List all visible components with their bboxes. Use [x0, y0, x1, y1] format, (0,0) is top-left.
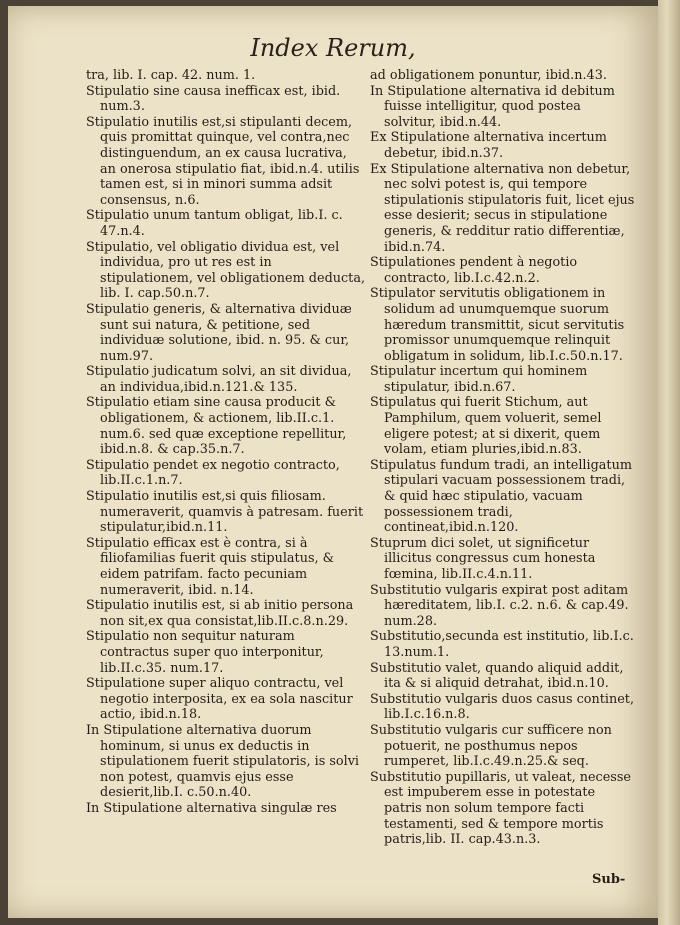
index-entry: Stipulatio sine causa inefficax est, ibid. num.3.: [86, 83, 341, 115]
index-entry: Stipulatio efficax est è contra, si à filiofamilias fuerit quis stipulatus, & eidem patrifam. facto pecuniam numeraverit, ibid. n.14.: [86, 535, 335, 598]
index-entry: ad obligationem ponuntur, ibid.n.43.: [370, 68, 607, 83]
index-entry: In Stipulatione alternativa id debitum fuisse intelligitur, quod postea solvitur, ibid.n.44.: [370, 83, 615, 130]
page-header: Index Rerum,: [250, 34, 416, 62]
index-entry: tra, lib. I. cap. 42. num. 1.: [86, 68, 256, 83]
index-entry: Stipulatio inutilis est,si stipulanti decem, quis promittat quinque, vel contra,nec distinguendum, an ex causa lucrativa, an onerosa stipulatio fiat, ibid.n.4. utilis tamen est, si in minori summa adsit consensus, n.6.: [86, 114, 360, 208]
index-entry: Ex Stipulatione alternativa non debetur, nec solvi potest is, qui tempore stipulationis stipulatoris fuit, licet ejus esse desierit; secus in stipulatione generis, & redditur ratio differentiæ, ibid.n.74.: [370, 161, 635, 255]
index-entry: Stipulationes pendent à negotio contracto, lib.I.c.42.n.2.: [370, 255, 578, 286]
index-entry: Substitutio vulgaris cur sufficere non potuerit, ne posthumus nepos rumperet, lib.I.c.49.n.25.& seq.: [370, 722, 612, 770]
index-entry: Stipulatio generis, & alternativa dividuæ sunt sui natura, & petitione, sed individuæ solutione, ibid. n. 95. & cur, num.97.: [86, 301, 352, 364]
index-entry: Stipulatio pendet ex negotio contracto, lib.II.c.1.n.7.: [86, 457, 340, 489]
page-edge: [658, 0, 680, 925]
index-entry: Stipulatio etiam sine causa producit & obligationem, & actionem, lib.II.c.1. num.6. sed quæ exceptione repellitur, ibid.n.8. & cap.35.n.7.: [86, 395, 347, 458]
index-entry: Stipulatus qui fuerit Stichum, aut Pamphilum, quem voluerit, semel eligere potest; at si dixerit, quem volam, etiam pluries,ibid.n.83.: [370, 395, 602, 458]
index-entry: Stipulatio inutilis est,si quis filiosam. numeraverit, quamvis à patresam. fuerit stipulatur,ibid.n.11.: [86, 489, 364, 536]
index-entry: Substitutio pupillaris, ut valeat, necesse est impuberem esse in potestate patris non solum tempore facti testamenti, sed & tempore mortis patris,lib. II. cap.43.n.3.: [370, 769, 631, 848]
index-entry: Stuprum dici solet, ut significetur illicitus congressus cum honesta fœmina, lib.II.c.4.n.11.: [370, 535, 596, 582]
catchword: Sub-: [592, 872, 626, 887]
index-entry: Stipulator servitutis obligationem in solidum ad unumquemque suorum hæredum transmittit, sicut servitutis promissor unumquemque relinquit obligatum in solidum, lib.I.c.50.n.17.: [370, 286, 625, 364]
left-column: [86, 68, 366, 817]
index-entry: Stipulatio non sequitur naturam contractus super quo interponitur, lib.II.c.35. num.17.: [86, 629, 324, 676]
index-entry: Stipulatio unum tantum obligat, lib.I. c. 47.n.4.: [86, 208, 343, 239]
index-entry: Stipulatur incertum qui hominem stipulatur, ibid.n.67.: [370, 364, 588, 395]
index-entry: Stipulatio inutilis est, si ab initio persona non sit,ex qua consistat,lib.II.c.8.n.29.: [86, 598, 354, 629]
index-entry: Substitutio vulgaris expirat post aditam hæreditatem, lib.I. c.2. n.6. & cap.49. num.28.: [370, 582, 629, 629]
index-entry: In Stipulatione alternativa singulæ res: [86, 800, 337, 816]
index-entry: Ex Stipulatione alternativa incertum debetur, ibid.n.37.: [370, 130, 607, 161]
index-entry: Stipulatio, vel obligatio dividua est, vel individua, pro ut res est in stipulationem, vel obligationem deducta, lib. I. cap.50.n.7.: [86, 239, 366, 302]
index-entry: Substitutio vulgaris duos casus continet, lib.I.c.16.n.8.: [370, 691, 635, 723]
index-entry: In Stipulatione alternativa duorum hominum, si unus ex deductis in stipulationem fuerit stipulatoris, is solvi non potest, quamvis ejus esse desierit,lib.I. c.50.n.40.: [86, 722, 360, 801]
index-entry: Substitutio valet, quando aliquid addit, ita & si aliquid detrahat, ibid.n.10.: [370, 660, 624, 692]
index-entry: Stipulatio judicatum solvi, an sit dividua, an individua,ibid.n.121.& 135.: [86, 364, 352, 395]
book-page: [8, 6, 658, 918]
index-entry: Substitutio,secunda est institutio, lib.I.c. 13.num.1.: [370, 629, 634, 660]
index-entry: Stipulatus fundum tradi, an intelligatum stipulari vacuam possessionem tradi, & quid hæc stipulatio, vacuam possessionem tradi, contineat,ibid.n.120.: [370, 457, 632, 536]
index-entry: Stipulatione super aliquo contractu, vel negotio interposita, ex ea sola nascitur actio, ibid.n.18.: [86, 676, 353, 723]
right-column: [370, 68, 636, 848]
